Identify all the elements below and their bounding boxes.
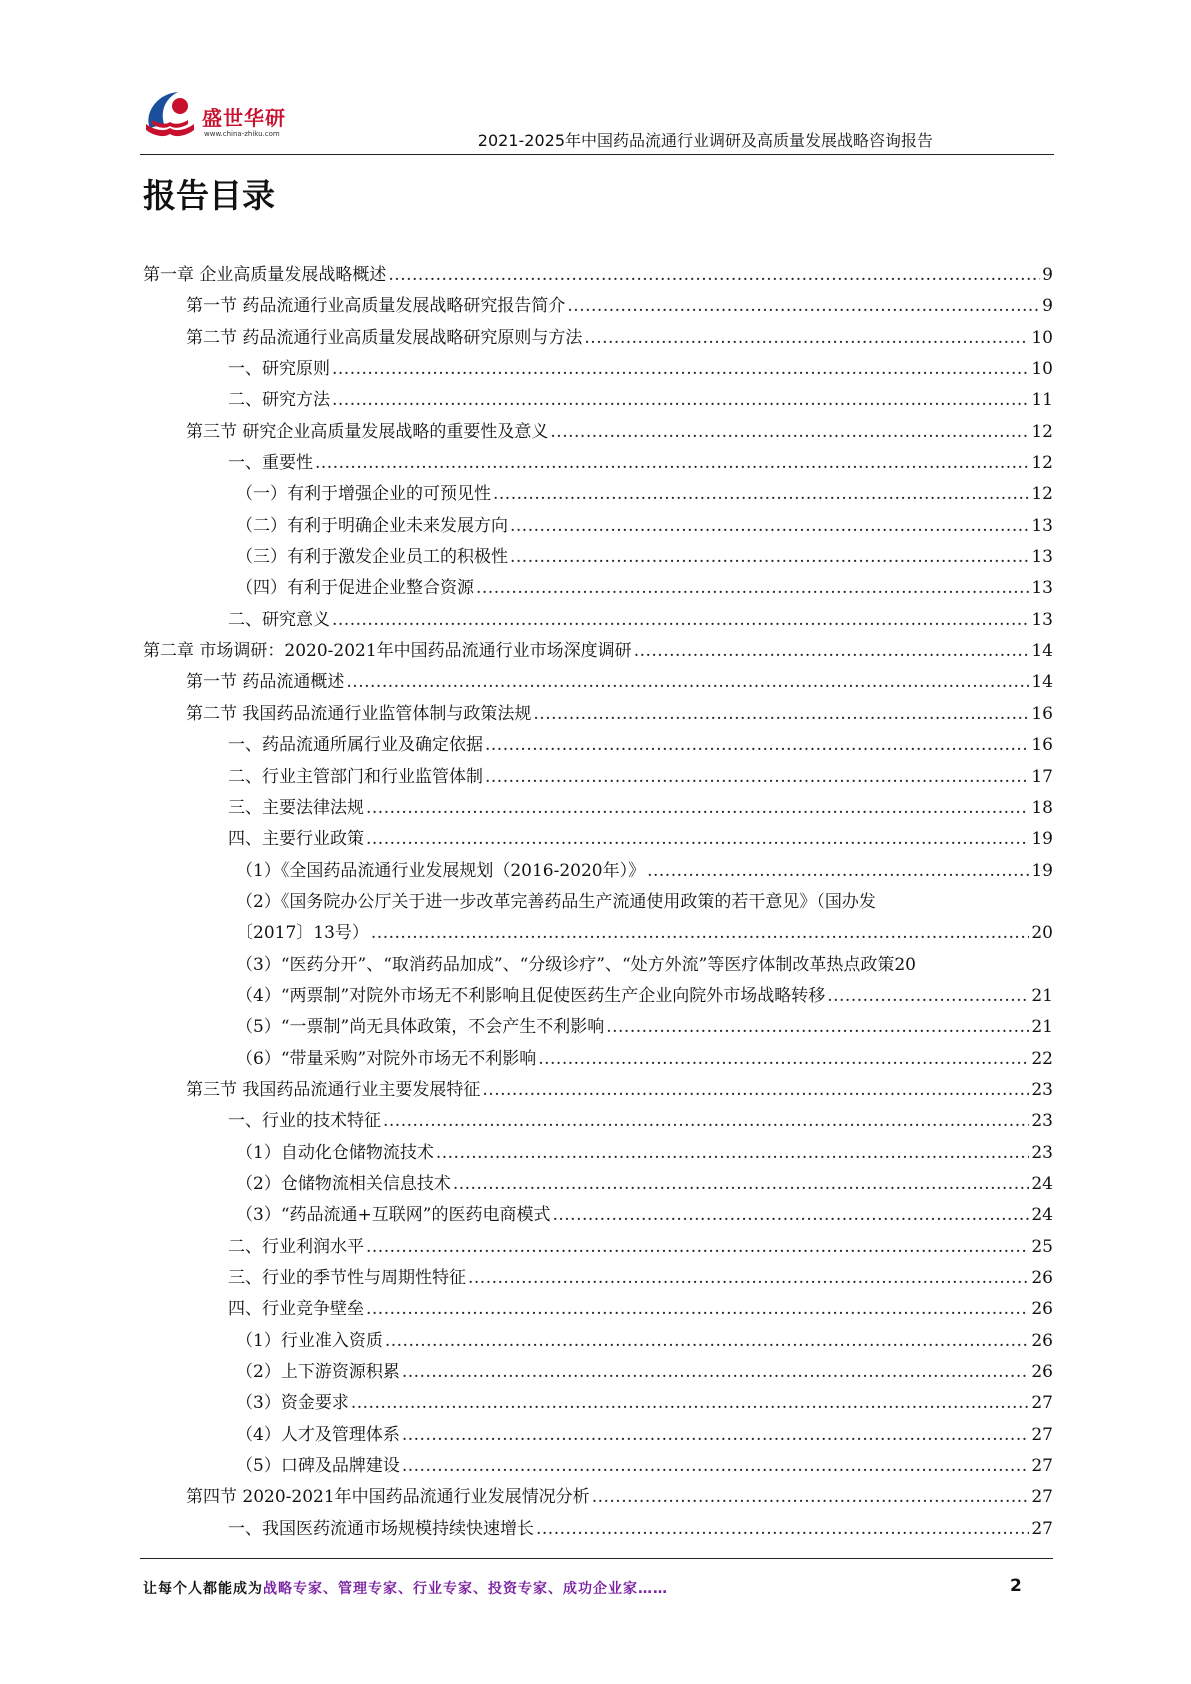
toc-dot-leader bbox=[510, 511, 1029, 542]
toc-entry[interactable] bbox=[143, 1232, 1053, 1263]
toc-entry[interactable] bbox=[143, 1200, 1053, 1231]
toc-entry-title: （二）有利于明确企业未来发展方向 bbox=[236, 515, 508, 536]
toc-entry-title: （1）行业准入资质 bbox=[236, 1330, 383, 1351]
toc-dot-leader bbox=[552, 1200, 1029, 1231]
footer-slogan bbox=[143, 1578, 668, 1598]
toc-entry-title: （5）口碑及品牌建设 bbox=[236, 1456, 400, 1477]
toc-entry-title: （四）有利于促进企业整合资源 bbox=[236, 578, 474, 599]
logo-url: www.china-zhiku.com bbox=[204, 130, 280, 138]
toc-entry-page: 26 bbox=[1031, 1268, 1053, 1288]
toc-entry-title: （2）仓储物流相关信息技术 bbox=[236, 1173, 451, 1194]
toc-entry-page: 24 bbox=[1031, 1173, 1053, 1194]
toc-entry-title: （3）“药品流通+互联网”的医药电商模式 bbox=[236, 1205, 551, 1226]
toc-entry[interactable] bbox=[143, 1012, 1053, 1043]
toc-entry-title: 一、研究原则 bbox=[228, 359, 330, 380]
toc-entry-title: 第三节 我国药品流通行业主要发展特征 bbox=[186, 1079, 481, 1100]
report-title: 2021-2025年中国药品流通行业调研及高质量发展战略咨询报告 bbox=[477, 131, 933, 150]
toc-entry[interactable] bbox=[143, 636, 1053, 667]
toc-entry-title: （4）“两票制”对院外市场无不利影响且促使医药生产企业向院外市场战略转移 bbox=[236, 985, 826, 1006]
toc-dot-leader bbox=[366, 1232, 1029, 1263]
toc-entry-title: 第一节 药品流通行业高质量发展战略研究报告简介 bbox=[186, 296, 566, 317]
toc-entry[interactable] bbox=[143, 887, 1053, 918]
toc-entry-page: 19 bbox=[1031, 860, 1053, 881]
toc-entry[interactable] bbox=[143, 1514, 1053, 1545]
toc-entry[interactable] bbox=[143, 417, 1053, 448]
toc-entry[interactable] bbox=[143, 793, 1053, 824]
toc-entry-title: （一）有利于增强企业的可预见性 bbox=[236, 484, 491, 505]
toc-entry-page: 27 bbox=[1031, 1456, 1053, 1477]
table-of-contents bbox=[143, 260, 1053, 1545]
toc-entry-page: 10 bbox=[1031, 327, 1053, 348]
toc-entry[interactable] bbox=[143, 260, 1053, 291]
toc-dot-leader bbox=[493, 479, 1029, 510]
toc-entry-page: 13 bbox=[1031, 578, 1053, 599]
toc-entry[interactable] bbox=[143, 448, 1053, 479]
toc-entry[interactable] bbox=[143, 1294, 1053, 1325]
toc-entry-page: 25 bbox=[1031, 1236, 1053, 1257]
toc-dot-leader bbox=[385, 1326, 1030, 1357]
toc-dot-leader bbox=[485, 762, 1029, 793]
toc-entry-page: 16 bbox=[1031, 735, 1053, 756]
toc-entry-page: 20 bbox=[894, 954, 916, 975]
toc-entry[interactable] bbox=[143, 856, 1053, 887]
toc-dot-leader bbox=[388, 260, 1040, 291]
logo-name: 盛世华研 bbox=[202, 106, 286, 130]
toc-dot-leader bbox=[346, 667, 1029, 698]
toc-entry-title: （3）“医药分开”、“取消药品加成”、“分级诊疗”、“处方外流”等医疗体制改革热点政策 bbox=[236, 954, 895, 975]
toc-entry-title: 一、行业的技术特征 bbox=[228, 1111, 381, 1132]
toc-entry-title: 〔2017〕13号） bbox=[236, 923, 369, 944]
toc-entry-title: （三）有利于激发企业员工的积极性 bbox=[236, 547, 508, 568]
toc-dot-leader bbox=[827, 981, 1029, 1012]
header-divider bbox=[140, 154, 1054, 155]
toc-entry[interactable] bbox=[143, 1388, 1053, 1419]
toc-entry-page: 9 bbox=[1042, 265, 1053, 285]
toc-entry-title: （1）《全国药品流通行业发展规划（2016-2020年）》 bbox=[236, 860, 646, 881]
globe-book-logo-icon bbox=[140, 84, 202, 146]
toc-entry-title: 四、主要行业政策 bbox=[228, 829, 364, 850]
toc-entry-page: 13 bbox=[1031, 609, 1053, 630]
toc-dot-leader bbox=[634, 636, 1030, 667]
toc-dot-leader bbox=[485, 730, 1029, 761]
toc-entry[interactable] bbox=[143, 1451, 1053, 1482]
toc-entry-title: （6）“带量采购”对院外市场无不利影响 bbox=[236, 1048, 537, 1069]
toc-dot-leader bbox=[482, 1075, 1029, 1106]
toc-entry-page: 23 bbox=[1031, 1079, 1053, 1100]
toc-heading: 报告目录 bbox=[143, 176, 275, 215]
toc-entry-title: 四、行业竞争壁垒 bbox=[228, 1299, 364, 1320]
toc-entry[interactable] bbox=[143, 730, 1053, 761]
toc-entry-page: 14 bbox=[1031, 641, 1053, 662]
toc-dot-leader bbox=[550, 417, 1029, 448]
toc-entry[interactable] bbox=[143, 1263, 1053, 1294]
page-number: 2 bbox=[1010, 1576, 1022, 1596]
toc-dot-leader bbox=[606, 1012, 1029, 1043]
toc-entry-page: 27 bbox=[1031, 1487, 1053, 1508]
toc-dot-leader bbox=[592, 1482, 1030, 1513]
toc-entry[interactable] bbox=[143, 1075, 1053, 1106]
toc-entry[interactable] bbox=[143, 354, 1053, 385]
toc-entry-title: （5）“一票制”尚无具体政策，不会产生不利影响 bbox=[236, 1017, 605, 1038]
toc-entry[interactable] bbox=[143, 1357, 1053, 1388]
toc-dot-leader bbox=[533, 699, 1029, 730]
toc-dot-leader bbox=[402, 1451, 1030, 1482]
toc-entry[interactable] bbox=[143, 1138, 1053, 1169]
toc-entry[interactable] bbox=[143, 1326, 1053, 1357]
toc-entry-title: 第二节 药品流通行业高质量发展战略研究原则与方法 bbox=[186, 327, 583, 348]
toc-entry-title: 一、药品流通所属行业及确定依据 bbox=[228, 735, 483, 756]
toc-entry-page: 26 bbox=[1031, 1362, 1053, 1383]
toc-entry-page: 20 bbox=[1031, 923, 1053, 944]
toc-entry-page: 24 bbox=[1031, 1205, 1053, 1226]
toc-entry-page: 13 bbox=[1031, 547, 1053, 568]
toc-entry-page: 12 bbox=[1031, 421, 1053, 442]
toc-entry-title: 三、主要法律法规 bbox=[228, 797, 364, 818]
toc-entry-page: 12 bbox=[1031, 453, 1053, 474]
toc-entry[interactable] bbox=[143, 542, 1053, 573]
toc-entry-page: 17 bbox=[1031, 766, 1053, 787]
toc-entry-page: 22 bbox=[1031, 1048, 1053, 1069]
toc-entry-title: 二、研究方法 bbox=[228, 390, 330, 411]
toc-entry[interactable] bbox=[143, 511, 1053, 542]
toc-entry-title: 二、行业利润水平 bbox=[228, 1236, 364, 1257]
toc-entry[interactable] bbox=[143, 1482, 1053, 1513]
toc-entry-page: 27 bbox=[1031, 1393, 1053, 1414]
toc-dot-leader bbox=[366, 824, 1029, 855]
toc-entry-title: 一、我国医药流通市场规模持续快速增长 bbox=[228, 1518, 534, 1539]
toc-dot-leader bbox=[476, 573, 1029, 604]
toc-dot-leader bbox=[436, 1138, 1030, 1169]
toc-entry[interactable] bbox=[143, 981, 1053, 1012]
toc-entry-page: 26 bbox=[1031, 1330, 1053, 1351]
toc-dot-leader bbox=[402, 1357, 1030, 1388]
toc-dot-leader bbox=[402, 1420, 1030, 1451]
toc-entry-title: （3）资金要求 bbox=[236, 1393, 349, 1414]
toc-dot-leader bbox=[332, 385, 1029, 416]
toc-entry[interactable] bbox=[143, 762, 1053, 793]
toc-entry[interactable] bbox=[143, 605, 1053, 636]
toc-dot-leader bbox=[536, 1514, 1029, 1545]
toc-entry-title: 第三节 研究企业高质量发展战略的重要性及意义 bbox=[186, 421, 549, 442]
toc-entry-title: 第一章 企业高质量发展战略概述 bbox=[143, 265, 387, 285]
toc-entry[interactable] bbox=[143, 1106, 1053, 1137]
toc-dot-leader bbox=[366, 793, 1029, 824]
toc-entry-title: （2）上下游资源积累 bbox=[236, 1362, 400, 1383]
footer-divider bbox=[140, 1558, 1053, 1559]
toc-entry[interactable] bbox=[143, 291, 1053, 322]
toc-entry-page: 23 bbox=[1031, 1111, 1053, 1132]
toc-dot-leader bbox=[332, 354, 1029, 385]
toc-entry-title: 二、行业主管部门和行业监管体制 bbox=[228, 766, 483, 787]
company-logo bbox=[140, 84, 310, 146]
footer-slogan-emphasis: 战略专家、管理专家、行业专家、投资专家、成功企业家…… bbox=[263, 1581, 668, 1597]
toc-entry-page: 13 bbox=[1031, 515, 1053, 536]
toc-entry-title: （2）《国务院办公厅关于进一步改革完善药品生产流通使用政策的若干意见》（国办发 bbox=[236, 891, 876, 912]
toc-dot-leader bbox=[366, 1294, 1029, 1325]
toc-dot-leader bbox=[383, 1106, 1029, 1137]
toc-entry-title: 二、研究意义 bbox=[228, 609, 330, 630]
toc-entry[interactable] bbox=[143, 323, 1053, 354]
toc-dot-leader bbox=[538, 1044, 1029, 1075]
toc-entry-title: 第一节 药品流通概述 bbox=[186, 672, 345, 693]
toc-entry[interactable] bbox=[143, 918, 1053, 949]
toc-entry-title: （4）人才及管理体系 bbox=[236, 1424, 400, 1445]
toc-entry-title: 三、行业的季节性与周期性特征 bbox=[228, 1268, 466, 1288]
toc-dot-leader bbox=[371, 918, 1029, 949]
toc-dot-leader bbox=[351, 1388, 1030, 1419]
toc-entry-page: 21 bbox=[1031, 1017, 1053, 1038]
toc-entry-title: 第四节 2020-2021年中国药品流通行业发展情况分析 bbox=[186, 1487, 590, 1508]
toc-entry-page: 16 bbox=[1031, 703, 1053, 724]
toc-entry[interactable] bbox=[143, 950, 1053, 981]
toc-entry[interactable] bbox=[143, 479, 1053, 510]
toc-entry[interactable] bbox=[143, 385, 1053, 416]
toc-entry-page: 10 bbox=[1031, 359, 1053, 380]
toc-entry-page: 27 bbox=[1031, 1518, 1053, 1539]
toc-entry-page: 26 bbox=[1031, 1299, 1053, 1320]
toc-entry-page: 27 bbox=[1031, 1424, 1053, 1445]
toc-dot-leader bbox=[567, 291, 1040, 322]
footer-slogan-lead: 让每个人都能成为 bbox=[143, 1581, 263, 1597]
toc-dot-leader bbox=[453, 1169, 1030, 1200]
toc-entry[interactable] bbox=[143, 573, 1053, 604]
toc-entry-page: 21 bbox=[1031, 985, 1053, 1006]
toc-dot-leader bbox=[510, 542, 1029, 573]
toc-entry-page: 12 bbox=[1031, 484, 1053, 505]
toc-entry[interactable] bbox=[143, 1420, 1053, 1451]
toc-dot-leader bbox=[468, 1263, 1029, 1294]
toc-entry[interactable] bbox=[143, 667, 1053, 698]
toc-dot-leader bbox=[647, 856, 1029, 887]
toc-entry[interactable] bbox=[143, 1169, 1053, 1200]
toc-entry-page: 23 bbox=[1031, 1142, 1053, 1163]
toc-entry[interactable] bbox=[143, 1044, 1053, 1075]
toc-entry[interactable] bbox=[143, 824, 1053, 855]
toc-dot-leader bbox=[332, 605, 1029, 636]
toc-entry-title: （1）自动化仓储物流技术 bbox=[236, 1142, 434, 1163]
toc-entry-page: 11 bbox=[1031, 390, 1053, 411]
toc-entry-title: 一、重要性 bbox=[228, 453, 313, 474]
toc-entry-title: 第二节 我国药品流通行业监管体制与政策法规 bbox=[186, 703, 532, 724]
toc-entry-page: 9 bbox=[1042, 296, 1053, 317]
toc-entry[interactable] bbox=[143, 699, 1053, 730]
toc-dot-leader bbox=[315, 448, 1029, 479]
toc-dot-leader bbox=[584, 323, 1029, 354]
toc-entry-title: 第二章 市场调研：2020-2021年中国药品流通行业市场深度调研 bbox=[143, 641, 632, 662]
toc-entry-page: 18 bbox=[1031, 797, 1053, 818]
toc-entry-page: 19 bbox=[1031, 829, 1053, 850]
toc-entry-page: 14 bbox=[1031, 672, 1053, 693]
